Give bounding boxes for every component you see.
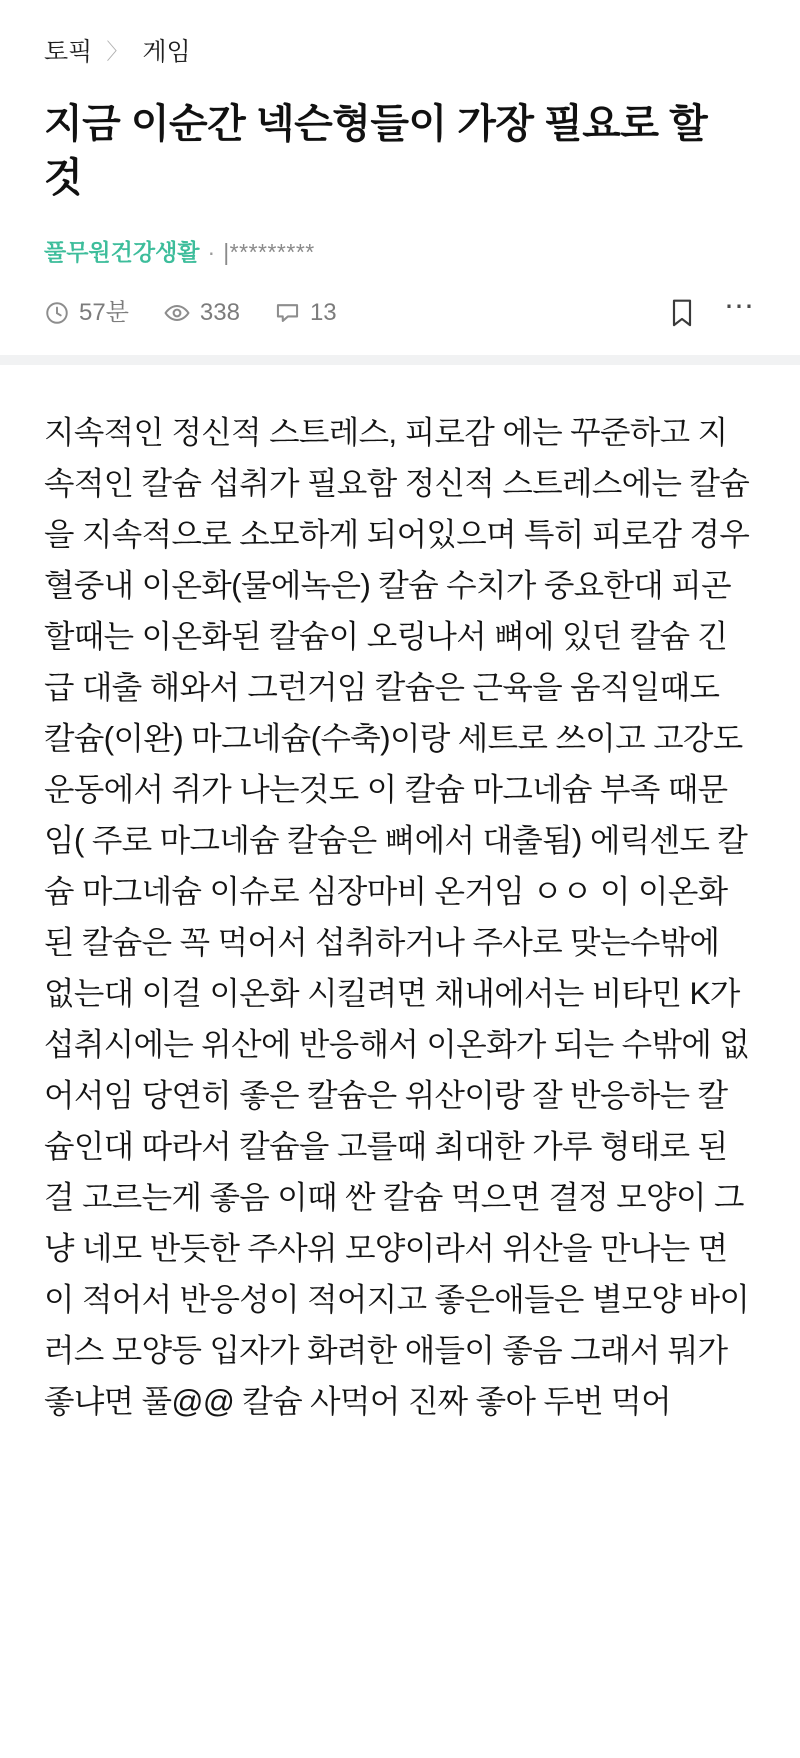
page-title: 지금 이순간 넥슨형들이 가장 필요로 할 것 [44,102,708,200]
more-options-button[interactable] [724,289,756,328]
author-name[interactable]: 풀무원건강생활 [44,239,200,265]
breadcrumb-root[interactable]: 토픽 [44,38,93,66]
meta-time [44,300,129,326]
section-divider [0,355,800,365]
meta-views [163,299,240,327]
breadcrumb-category[interactable]: 게임 [142,38,191,66]
bookmark-button[interactable] [668,297,696,329]
bookmark-icon [668,297,696,329]
comment-icon [274,299,301,326]
author-line [44,239,756,267]
clock-icon [44,300,70,326]
meta-views-label: 338 [199,298,240,326]
meta-time-label: 57분 [79,298,129,326]
author-separator: · [207,239,216,265]
eye-icon [163,299,191,327]
chevron-right-icon: 〉 [106,38,129,64]
author-user-id: |********* [223,239,315,265]
meta-comments[interactable] [274,299,337,326]
article-meta-row [44,289,756,355]
meta-comments-label: 13 [309,298,337,326]
article-header [0,0,800,355]
article-body: 지속적인 정신적 스트레스, 피로감 에는 꾸준하고 지속적인 칼슘 섭취가 필요함 정신적 스트레스에는 칼슘을 지속적으로 소모하게 되어있으며 특히 피로감 경우 혈중내 이온화(물에녹은) 칼슘 수치가 중요한대 피곤할때는 이온화된 칼슘이 오링나서 뼈에 있던 칼슘 긴급 대출 해와서 그런거임 칼슘은 근육을 움직일때도 칼슘(이완) 마그네슘(수축)이랑 세트로 쓰이고 고강도 운동에서 쥐가 나는것도 이 칼슘 마그네슘 부족 때문임( 주로 마그네슘 칼슘은 뼈에서 대출됨) 에릭센도 칼슘 마그네슘 이슈로 심장마비 온거임 ㅇㅇ 이 이온화된 칼슘은 꼭 먹어서 섭취하거나 주사로 맞는수밖에 없는대 이걸 이온화 시킬려면 채내에서는 비타민 K가 섭취시에는 위산에 반응해서 이온화가 되는 수밖에 없어서임 당연히 좋은 칼슘은 위산이랑 잘 반응하는 칼슘인대 따라서 칼슘을 고를때 최대한 가루 형태로 된걸 고르는게 좋음 이때 싼 칼슘 먹으면 결정 모양이 그냥 네모 반듯한 주사위 모양이라서 위산을 만나는 면이 적어서 반응성이 적어지고 좋은애들은 별모양 바이러스 모양등 입자가 화려한 애들이 좋음 그래서 뭐가 좋냐면 풀@@ 칼슘 사먹어 진짜 좋아 두번 먹어 [44,413,758,1419]
breadcrumb [44,26,756,65]
more-options-icon: ⋯ [724,289,756,323]
